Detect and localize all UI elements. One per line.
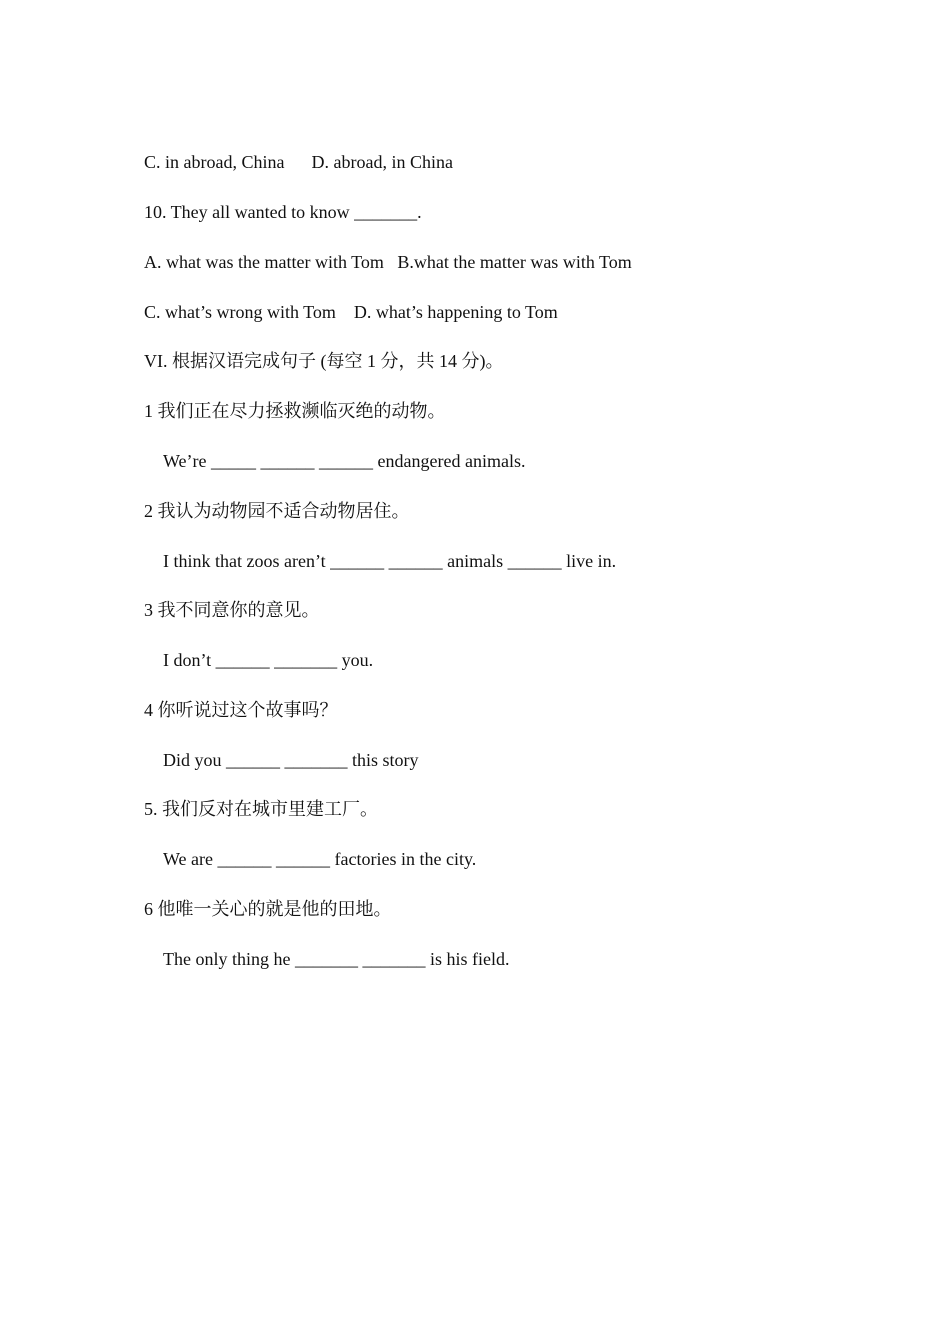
answer-5-english: We are ______ ______ factories in the city. bbox=[163, 849, 477, 869]
question-10: 10. They all wanted to know _______. bbox=[144, 202, 422, 222]
section-heading-vi: VI. 根据汉语完成句子 (每空 1 分，共 14 分)。 bbox=[144, 351, 504, 371]
option-line-10cd: C. what’s wrong with Tom D. what’s happening to Tom bbox=[144, 302, 558, 322]
option-line-10ab: A. what was the matter with Tom B.what the matter was with Tom bbox=[144, 252, 632, 272]
prompt-4-chinese: 4 你听说过这个故事吗？ bbox=[144, 700, 338, 720]
prompt-2-chinese: 2 我认为动物园不适合动物居住。 bbox=[144, 501, 410, 521]
answer-4-english: Did you ______ _______ this story bbox=[163, 750, 419, 770]
prompt-1-chinese: 1 我们正在尽力拯救濒临灭绝的动物。 bbox=[144, 401, 446, 421]
answer-3-english: I don’t ______ _______ you. bbox=[163, 650, 374, 670]
answer-6-english: The only thing he _______ _______ is his field. bbox=[163, 949, 510, 969]
prompt-6-chinese: 6 他唯一关心的就是他的田地。 bbox=[144, 899, 392, 919]
prompt-3-chinese: 3 我不同意你的意见。 bbox=[144, 600, 320, 620]
answer-1-english: We’re _____ ______ ______ endangered animals. bbox=[163, 451, 526, 471]
answer-2-english: I think that zoos aren’t ______ ______ animals ______ live in. bbox=[163, 551, 617, 571]
prompt-5-chinese: 5. 我们反对在城市里建工厂。 bbox=[144, 799, 378, 819]
option-line-9cd: C. in abroad, China D. abroad, in China bbox=[144, 152, 453, 172]
